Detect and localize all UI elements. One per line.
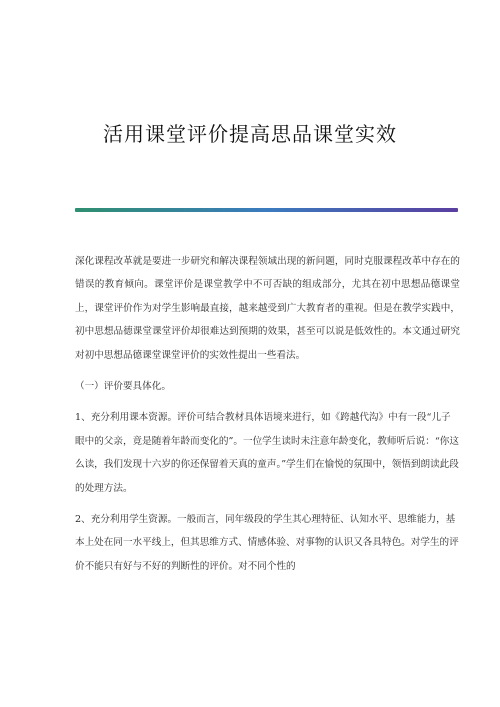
title-divider-rule	[75, 208, 458, 212]
body-paragraph-2: 2、充分利用学生资源。一般而言，同年级段的学生其心理特征、认知水平、思维能力，基本上处在同一水平线上，但其思维方式、情感体验、对事物的认识又各具特色。对学生的评价不能只有好与不好的判断性的评价。对不同个性的	[75, 514, 459, 572]
document-title: 活用课堂评价提高思品课堂实效	[103, 122, 397, 146]
intro-paragraph: 深化课程改革就是要进一步研究和解决课程领域出现的新问题，同时克服课程改革中存在的错误的教育倾向。课堂评价是课堂教学中不可否缺的组成部分，尤其在初中思想品德课堂上，课堂评价作为对学生影响最直接，越来越受到广大教育者的重视。但是在教学实践中，初中思想品德课堂课堂评价却很难达到预期的效果，甚至可以说是低效性的。本文通过研究对初中思想品德课堂课堂评价的实效性提出一些看法。	[75, 256, 460, 361]
section-heading: （一）评价要具体化。	[75, 381, 171, 393]
document-body	[75, 250, 460, 586]
body-paragraph-1: 1、充分利用课本资源。评价可结合教材具体语境来进行，如《跨越代沟》中有一段“儿子眼中的父亲，竟是随着年龄而变化的”。一位学生读时未注意年龄变化，教师听后说：“你这么读，我们发现十六岁的你还保留着天真的童声。”学生们在愉悦的氛围中，领悟到朗读此段的处理方法。	[75, 412, 459, 494]
